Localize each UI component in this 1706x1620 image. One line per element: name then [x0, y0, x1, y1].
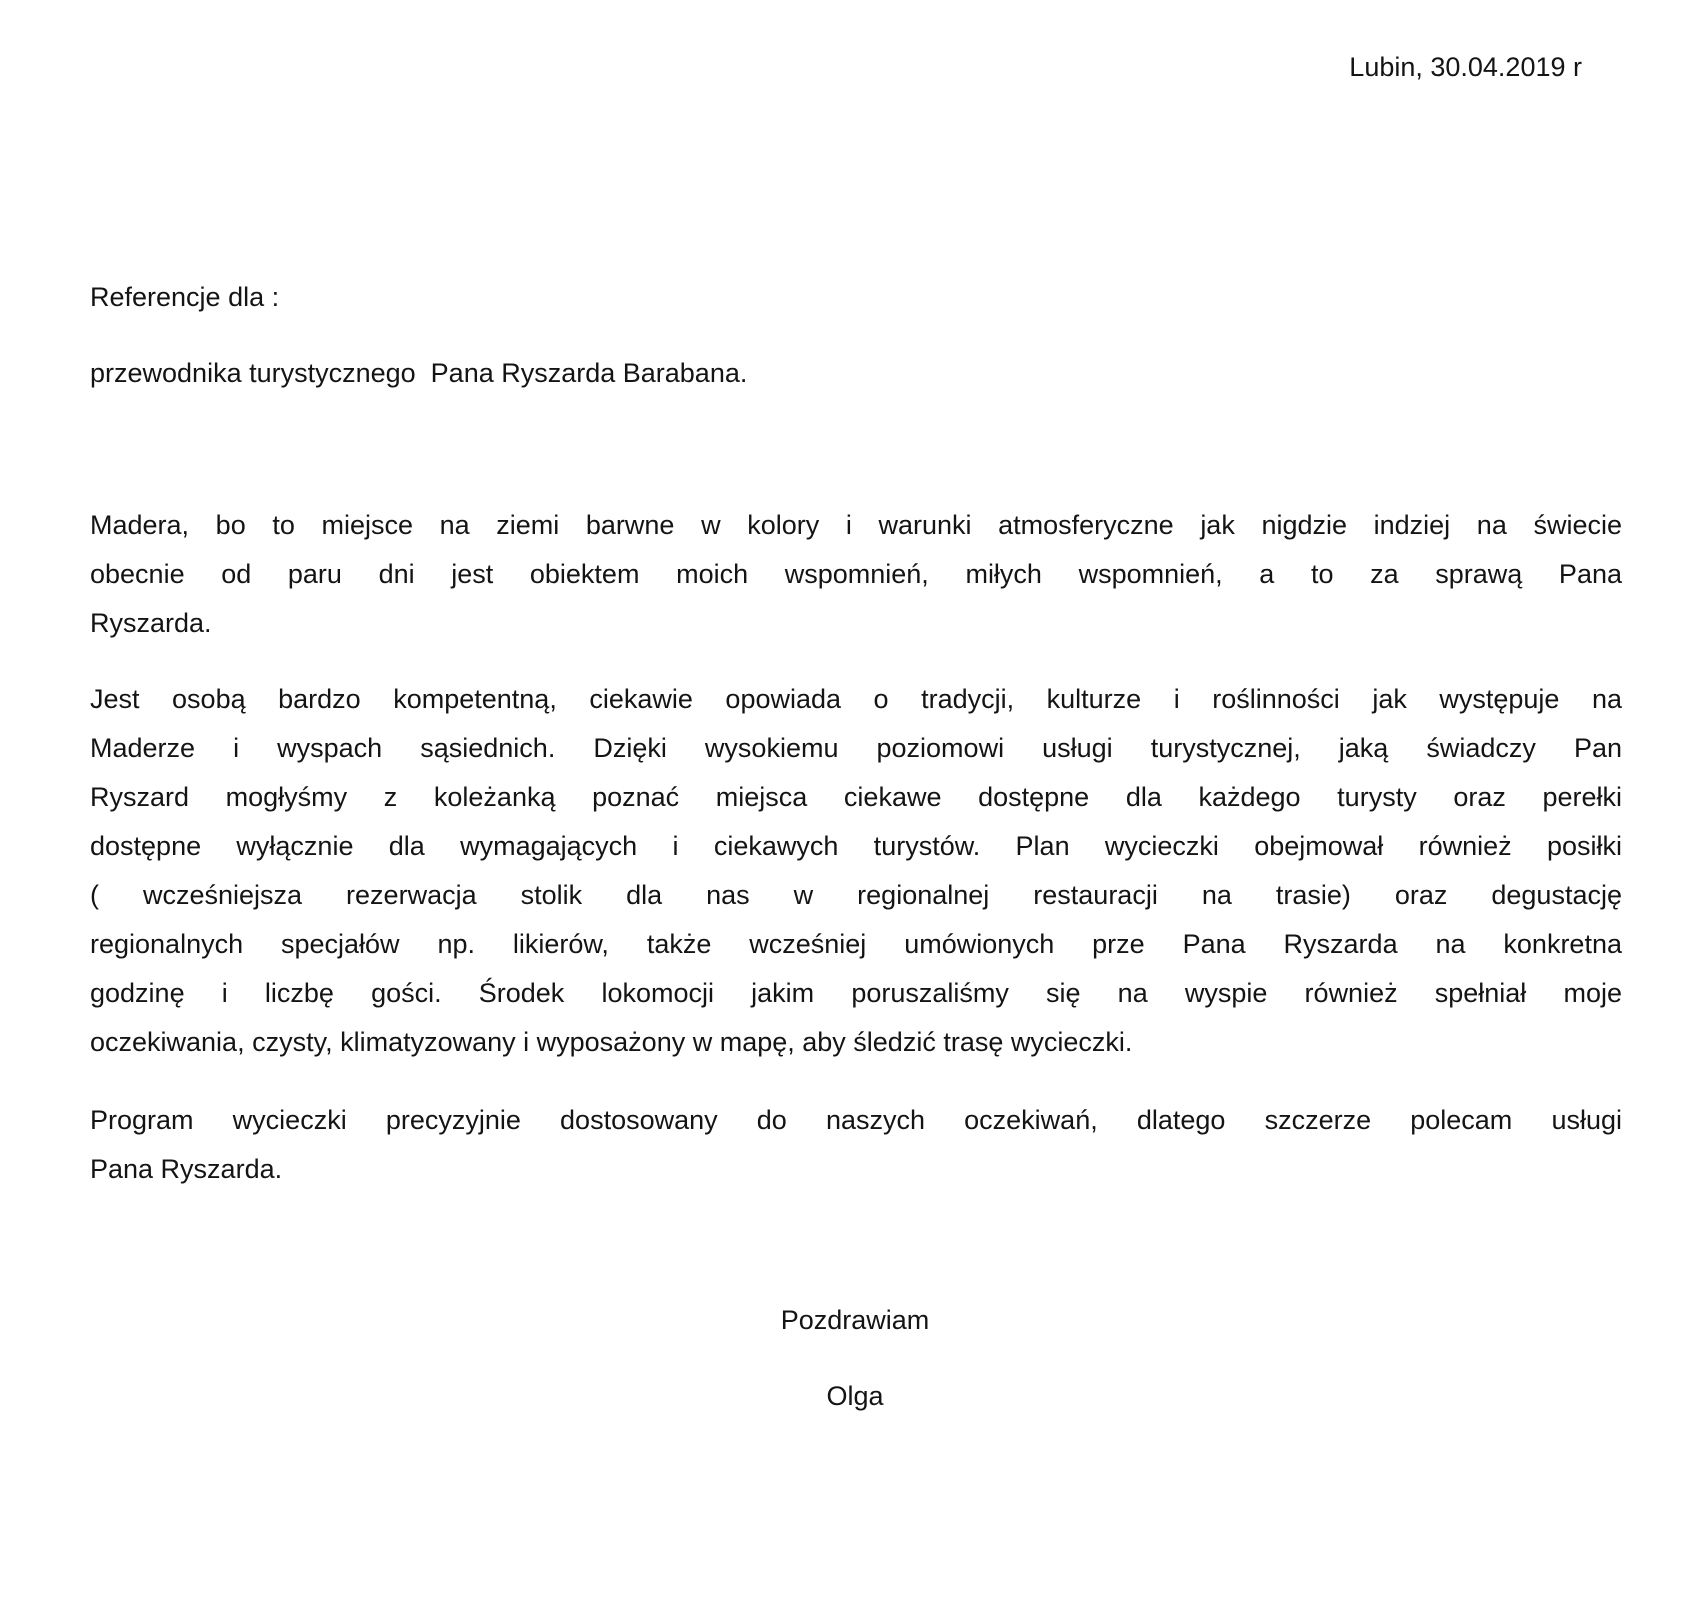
reference-subject: przewodnika turystycznego Pana Ryszarda Barabana.: [90, 358, 748, 388]
paragraph-line: Ryszarda.: [90, 608, 212, 638]
paragraph-line: ( wcześniejsza rezerwacja stolik dla nas w regionalnej restauracji na trasie) oraz degustację: [90, 880, 1622, 910]
paragraph-line: regionalnych specjałów np. likierów, także wcześniej umówionych prze Pana Ryszarda na konkretna: [90, 929, 1622, 959]
paragraph-line: Madera, bo to miejsce na ziemi barwne w kolory i warunki atmosferyczne jak nigdzie indziej na świecie: [90, 510, 1622, 540]
paragraph-line: Jest osobą bardzo kompetentną, ciekawie opowiada o tradycji, kulturze i roślinności jak występuje na: [90, 684, 1622, 714]
paragraph-line: godzinę i liczbę gości. Środek lokomocji jakim poruszaliśmy się na wyspie również spełniał moje: [90, 978, 1622, 1008]
signature-name: Olga: [826, 1381, 884, 1411]
paragraph-line: Pana Ryszarda.: [90, 1154, 283, 1184]
paragraph-line: Maderze i wyspach sąsiednich. Dzięki wysokiemu poziomowi usługi turystycznej, jaką świadczy Pan: [90, 733, 1622, 763]
place-date: Lubin, 30.04.2019 r: [1349, 52, 1582, 82]
paragraph-line: Program wycieczki precyzyjnie dostosowany do naszych oczekiwań, dlatego szczerze polecam usługi: [90, 1105, 1622, 1135]
paragraph-1: [90, 508, 1622, 655]
paragraph-3: [90, 1103, 1622, 1201]
paragraph-line: oczekiwania, czysty, klimatyzowany i wyposażony w mapę, aby śledzić trasę wycieczki.: [90, 1027, 1133, 1057]
paragraph-line: dostępne wyłącznie dla wymagających i ciekawych turystów. Plan wycieczki obejmował również posiłki: [90, 831, 1622, 861]
paragraph-line: Ryszard mogłyśmy z koleżanką poznać miejsca ciekawe dostępne dla każdego turysty oraz perełki: [90, 782, 1622, 812]
paragraph-2: [90, 682, 1622, 1074]
reference-label: Referencje dla :: [90, 282, 280, 312]
closing-greeting: Pozdrawiam: [780, 1305, 930, 1335]
paragraph-line: obecnie od paru dni jest obiektem moich wspomnień, miłych wspomnień, a to za sprawą Pana: [90, 559, 1622, 589]
